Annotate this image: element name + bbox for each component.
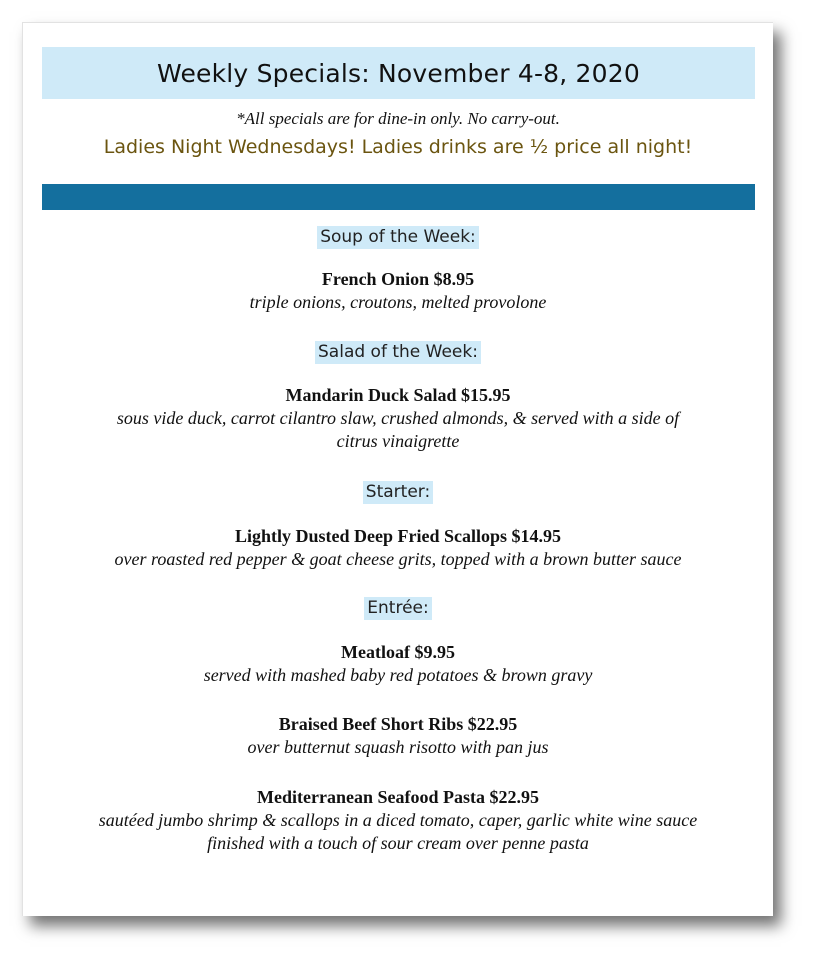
item-description-line-2: finished with a touch of sour cream over penne pasta	[207, 833, 589, 853]
item-description: over roasted red pepper & goat cheese grits, topped with a brown butter sauce	[114, 549, 682, 569]
item-name: Meatloaf $9.95	[341, 642, 455, 662]
dine-in-note: *All specials are for dine-in only. No carry-out.	[236, 109, 560, 128]
item-name: French Onion $8.95	[321, 269, 475, 289]
menu-item-french-onion	[23, 267, 773, 314]
section-label-starter	[23, 481, 773, 504]
item-name: Braised Beef Short Ribs $22.95	[278, 714, 518, 734]
menu-page	[22, 22, 773, 916]
menu-item-mandarin-duck-salad	[23, 383, 773, 453]
section-label-starter-text: Starter:	[363, 481, 433, 504]
item-name: Lightly Dusted Deep Fried Scallops $14.95	[234, 526, 561, 546]
section-label-salad-text: Salad of the Week:	[315, 341, 481, 364]
ladies-night-promo: Ladies Night Wednesdays! Ladies drinks are ½ price all night!	[103, 136, 693, 158]
menu-item-fried-scallops	[23, 524, 773, 571]
page-title: Weekly Specials: November 4-8, 2020	[156, 58, 640, 88]
menu-item-seafood-pasta	[23, 785, 773, 855]
section-label-salad	[23, 341, 773, 364]
menu-item-short-ribs	[23, 712, 773, 759]
item-description-line-2: citrus vinaigrette	[336, 431, 460, 451]
item-description: triple onions, croutons, melted provolone	[249, 292, 547, 312]
item-description: over butternut squash risotto with pan jus	[247, 737, 549, 757]
section-label-entree	[23, 597, 773, 620]
menu-item-meatloaf	[23, 640, 773, 687]
item-description: served with mashed baby red potatoes & brown gravy	[203, 665, 593, 685]
section-label-soup-text: Soup of the Week:	[317, 226, 479, 249]
section-label-entree-text: Entrée:	[364, 597, 431, 620]
section-label-soup	[23, 226, 773, 249]
item-name: Mandarin Duck Salad $15.95	[285, 385, 511, 405]
title-band	[42, 47, 755, 99]
divider-bar	[42, 184, 755, 210]
item-description-line-1: sautéed jumbo shrimp & scallops in a diced tomato, caper, garlic white wine sauce	[98, 810, 698, 830]
item-description-line-1: sous vide duck, carrot cilantro slaw, crushed almonds, & served with a side of	[116, 408, 680, 428]
item-name: Mediterranean Seafood Pasta $22.95	[257, 787, 539, 807]
